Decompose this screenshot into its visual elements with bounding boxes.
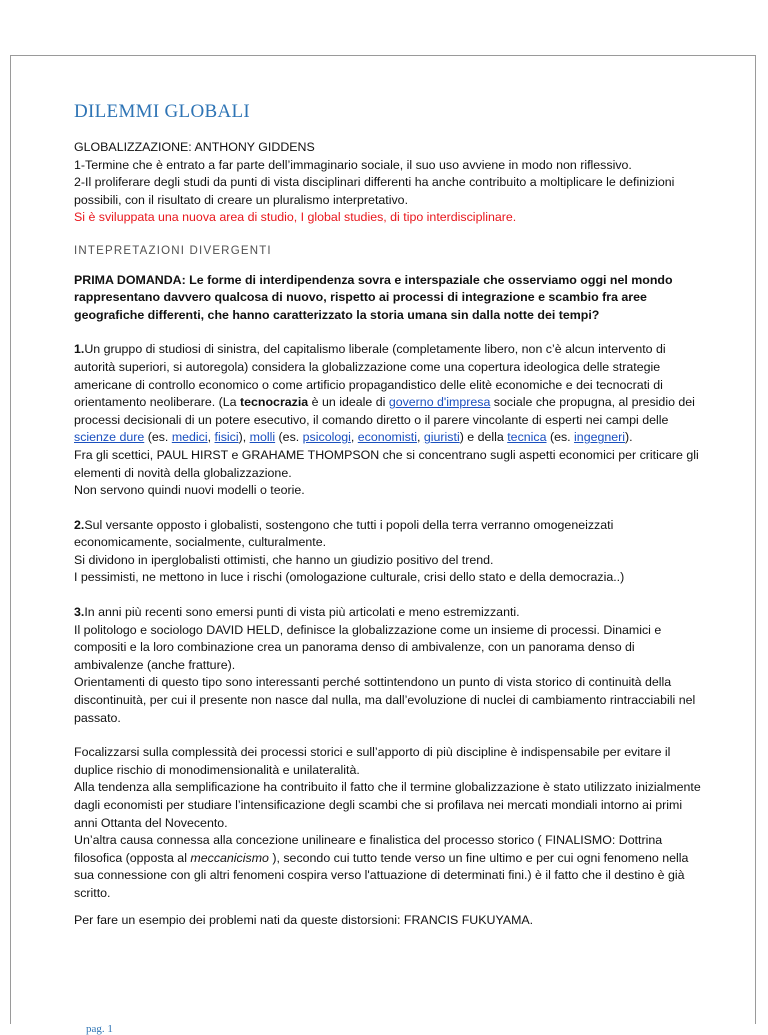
def-text: (es.	[275, 430, 303, 445]
link-tecnica[interactable]: tecnica	[507, 430, 547, 445]
link-scienze-dure[interactable]: scienze dure	[74, 430, 145, 445]
def-text: (La	[218, 395, 241, 410]
def-text: ,	[350, 430, 358, 445]
intro-author-line: GLOBALIZZAZIONE: ANTHONY GIDDENS	[74, 140, 315, 154]
def-text: è un ideale di	[308, 395, 389, 410]
link-giuristi[interactable]: giuristi	[423, 430, 460, 445]
spacer	[74, 324, 704, 341]
def-text: ),	[238, 430, 250, 445]
spacer	[74, 903, 704, 912]
link-medici[interactable]: medici	[171, 430, 208, 445]
def-text: (es.	[546, 430, 575, 445]
finalism-definition-end: ), secondo cui tutto tende verso un fine ultimo e per cui ogni fenomeno nella sua connessione con gli altri fenomeni cospira verso l'attuazione di determinati fini.) è il fatto che il destino è già scritto.	[74, 850, 689, 900]
meccanicismo-term: meccanicismo	[190, 850, 269, 865]
no-new-models-line: Non servono quindi nuovi modelli o teorie.	[74, 483, 305, 498]
point-2-text: Sul versante opposto i globalisti, sostengono che tutti i popoli della terra verranno omogeneizzati economicamente, socialmente, culturalmente.	[74, 517, 614, 550]
spacer	[74, 500, 704, 517]
link-fisici[interactable]: fisici	[214, 430, 239, 445]
complexity-paragraph: Focalizzarsi sulla complessità dei processi storici e sull’apporto di più discipline è indispensabile per evitare il duplice rischio di monodimensionalità e unilateralità.	[74, 745, 671, 777]
link-economisti[interactable]: economisti	[357, 430, 417, 445]
finalism-paragraph	[74, 832, 704, 902]
def-text: ,	[417, 430, 424, 445]
fukuyama-line: Per fare un esempio dei problemi nati da queste distorsioni: FRANCIS FUKUYAMA.	[74, 912, 534, 927]
def-text: ) e della	[459, 430, 508, 445]
point-1-number: 1.	[74, 342, 85, 357]
link-governo-impresa[interactable]: governo d'impresa	[388, 395, 491, 410]
document-body	[74, 101, 704, 929]
link-psicologi[interactable]: psicologi	[302, 430, 351, 445]
simplification-paragraph: Alla tendenza alla semplificazione ha contribuito il fatto che il termine globalizzazione è stato utilizzato inizialmente dagli economisti per studiare l’intensificazione degli scambi che si profilava nei mercati mondiali intorno ai primi anni Ottanta del Novecento.	[74, 780, 701, 830]
link-ingegneri[interactable]: ingegneri	[574, 430, 626, 445]
intro-point-1: 1-Termine che è entrato a far parte dell’immaginario sociale, il suo uso avviene in modo non riflessivo.	[74, 157, 632, 172]
point-3-paragraph	[74, 604, 704, 622]
orientations-line: Orientamenti di questo tipo sono interessanti perché sottintendono un punto di vista storico di continuità della discontinuità, per cui il presente non nasce dal nulla, ma dall’evoluzione di nuclei di cambiamento rintracciabili nel passato.	[74, 675, 696, 725]
spacer	[74, 727, 704, 744]
document-title: DILEMMI GLOBALI	[74, 101, 251, 122]
document-page	[10, 55, 756, 1035]
technocracy-term: tecnocrazia	[240, 395, 309, 410]
held-line: Il politologo e sociologo DAVID HELD, definisce la globalizzazione come un insieme di processi. Dinamici e compositi e la loro combinazione crea un panorama denso di ambivalenze, con un panorama denso di ambivalenze (anche fratture).	[74, 622, 662, 672]
point-1-text: Un gruppo di studiosi di sinistra, del capitalismo liberale (completamente libero, non c’è alcun intervento di autorità superiori, si autoregola) considera la globalizzazione come una copertura ideologica delle strategie americane di controllo economico o come artificio propagandistico delle elitè economiche e dei tecnocrati di orientamento neoliberare.	[74, 342, 666, 410]
first-question: PRIMA DOMANDA: Le forme di interdipendenza sovra e interspaziale che osserviamo oggi nel mondo rappresentano davvero qualcosa di nuovo, rispetto ai processi di integrazione e scambio fra aree geografiche differenti, che hanno caratterizzato la storia umana sin dalla notte dei tempi?	[74, 272, 673, 322]
pessimists-line: I pessimisti, ne mettono in luce i rischi (omologazione culturale, crisi dello stato e della democrazia..)	[74, 570, 625, 585]
def-text: (es.	[144, 430, 172, 445]
finalism-intro: Un’altra causa connessa alla concezione unilineare e finalistica del processo storico ( FINALISMO:	[74, 833, 619, 848]
point-3-text: In anni più recenti sono emersi punti di vista più articolati e meno estremizzanti.	[84, 605, 520, 620]
def-text: ,	[207, 430, 215, 445]
spacer	[74, 587, 704, 604]
point-1-paragraph	[74, 341, 704, 447]
link-molli[interactable]: molli	[249, 430, 276, 445]
point-2-number: 2.	[74, 517, 85, 532]
sceptics-line: Fra gli scettici, PAUL HIRST e GRAHAME THOMPSON che si concentrano sugli aspetti economici per criticare gli elementi di novità della globalizzazione.	[74, 447, 699, 480]
point-3-number: 3.	[74, 605, 85, 620]
page-number: pag. 1	[86, 1023, 113, 1035]
optimists-line: Si dividono in iperglobalisti ottimisti, che hanno un giudizio positivo del trend.	[74, 552, 494, 567]
intro-highlight-red: Si è sviluppata una nuova area di studio, I global studies, di tipo interdisciplinare.	[74, 210, 517, 225]
def-text: ).	[625, 430, 633, 445]
def-text: sociale che propugna, al presidio dei processi decisionali di un potere esecutivo, il comando diretto o il parere vincolante di esperti nei campi delle	[74, 395, 695, 427]
finalism-definition: Dottrina filosofica (opposta al	[74, 833, 663, 865]
point-2-paragraph	[74, 517, 704, 552]
intro-point-2: 2-Il proliferare degli studi da punti di vista disciplinari differenti ha anche contribuito a moltiplicare le definizioni possibili, con il risultato di creare un pluralismo interpretativo.	[74, 175, 675, 207]
section-heading: INTEPRETAZIONI DIVERGENTI	[74, 244, 272, 257]
